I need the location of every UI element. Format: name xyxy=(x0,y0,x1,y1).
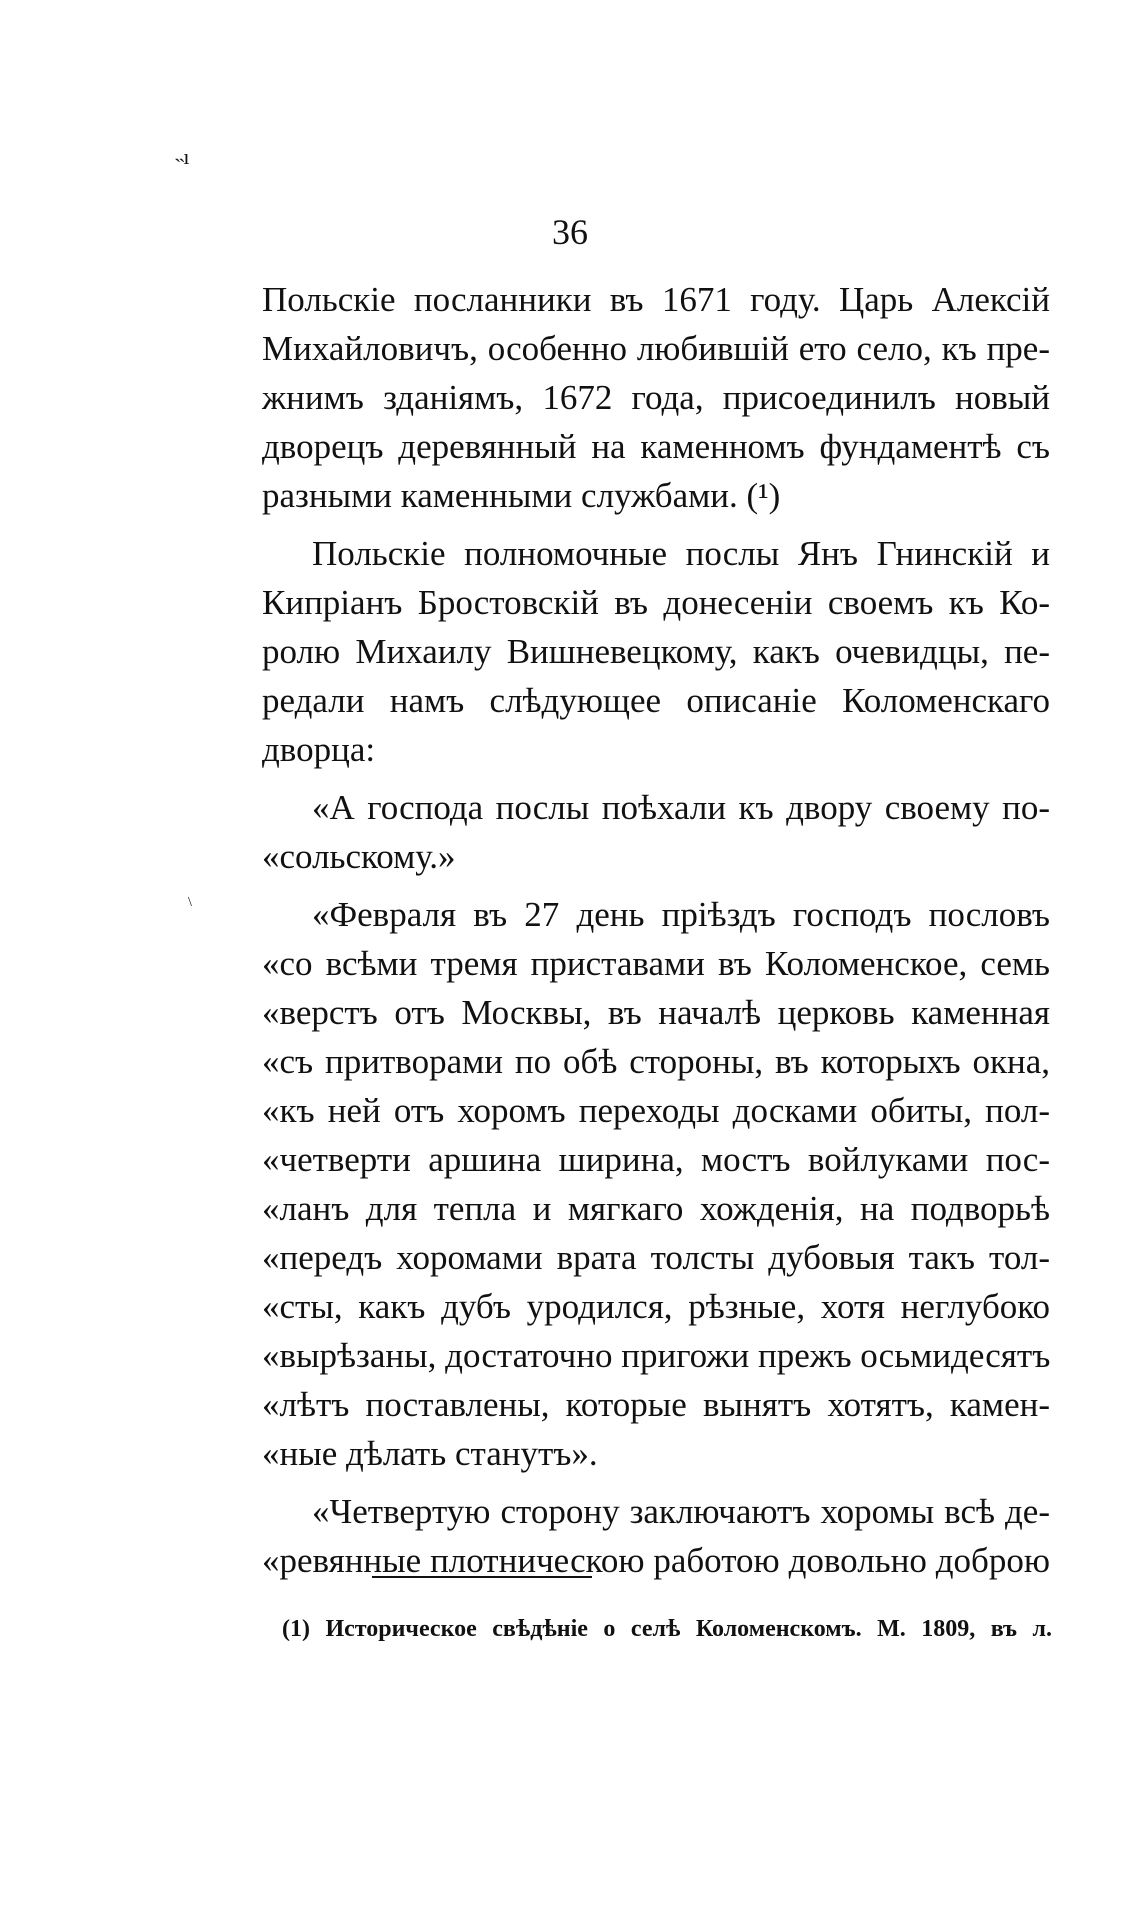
text-line: «сты, какъ дубъ уродился, рѣзные, хотя неглубоко xyxy=(262,1287,1050,1326)
text-line: Михайловичъ, особенно любившій ето село, къ пре- xyxy=(262,329,1050,368)
text-line: «сольскому.» xyxy=(262,837,456,876)
paragraph xyxy=(262,1487,1050,1585)
text-line: дворецъ деревянный на каменномъ фундаментѣ съ xyxy=(262,427,1050,466)
text-line: «со всѣми тремя приставами въ Коломенское, семь xyxy=(262,944,1050,983)
paragraph xyxy=(262,275,1050,520)
text-line: ролю Михаилу Вишневецкому, какъ очевидцы, пе- xyxy=(262,632,1050,671)
paragraph xyxy=(262,890,1050,1478)
text-line: жнимъ зданіямъ, 1672 года, присоединилъ новый xyxy=(262,378,1050,417)
paragraph xyxy=(262,783,1050,881)
text-line: «къ ней отъ хоромъ переходы досками обиты, пол- xyxy=(262,1091,1050,1130)
text-line: «Февраля въ 27 день пріѣздъ господъ пословъ xyxy=(312,895,1050,934)
text-line: Польскіе посланники въ 1671 году. Царь Алексій xyxy=(262,280,1050,319)
text-line: «верстъ отъ Москвы, въ началѣ церковь каменная xyxy=(262,993,1050,1032)
paragraph xyxy=(262,529,1050,774)
footnote: (1) Историческое свѣдѣніе о селѣ Коломенскомъ. М. 1809, въ л. xyxy=(282,1616,1052,1642)
text-line: редали намъ слѣдующее описаніе Коломенскаго xyxy=(262,681,1050,720)
text-line: «лѣтъ поставлены, которые вынятъ хотятъ, камен- xyxy=(262,1385,1050,1424)
margin-mark: ˵ı xyxy=(176,144,190,169)
margin-tick: \ xyxy=(188,895,192,910)
page-number: 36 xyxy=(552,212,588,252)
text-line: «вырѣзаны, достаточно пригожи прежъ осьмидесятъ xyxy=(262,1336,1051,1375)
text-line: «съ притворами по обѣ стороны, въ которыхъ окна, xyxy=(262,1042,1050,1081)
text-line: «ланъ для тепла и мягкаго хожденія, на подворьѣ xyxy=(262,1189,1050,1228)
text-line: «передъ хоромами врата толсты дубовыя такъ тол- xyxy=(262,1238,1050,1277)
text-line: «ные дѣлать станутъ». xyxy=(262,1434,598,1473)
text-line: «ревянные плотническою работою довольно доброю xyxy=(262,1541,1050,1580)
text-line: разными каменными службами. (¹) xyxy=(262,476,781,515)
text-line: дворца: xyxy=(262,730,376,769)
footnote-divider xyxy=(372,1576,592,1578)
text-line: «А господа послы поѣхали къ двору своему по- xyxy=(312,788,1050,827)
body-text xyxy=(262,275,1050,1594)
text-line: «четверти аршина ширина, мостъ войлуками пос- xyxy=(262,1140,1050,1179)
text-line: Кипріанъ Бростовскій въ донесеніи своемъ къ Ко- xyxy=(262,583,1050,622)
text-line: «Четвертую сторону заключаютъ хоромы всѣ де- xyxy=(312,1492,1050,1531)
text-line: Польскіе полномочные послы Янъ Гнинскій и xyxy=(312,534,1050,573)
